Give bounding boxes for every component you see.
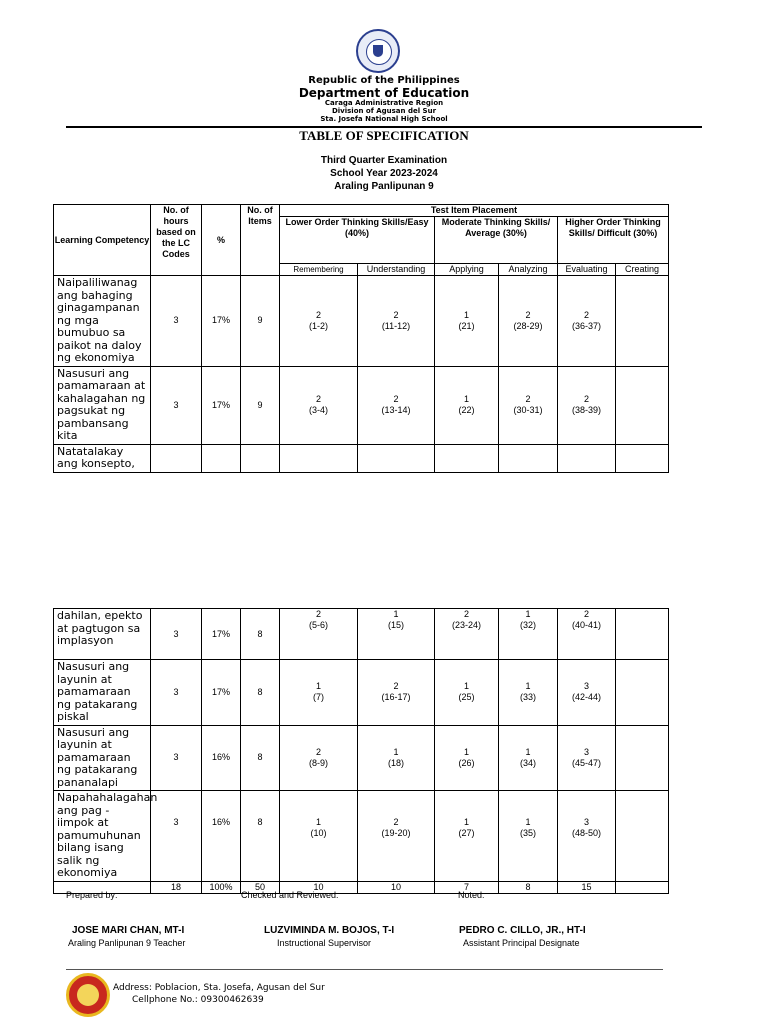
remembering-cell: 2 (8-9)	[280, 725, 358, 791]
applying-cell: 1 (25)	[435, 660, 499, 726]
school-year-label: School Year 2023-2024	[330, 168, 438, 179]
items-header: No. of Items	[241, 205, 280, 276]
footer-rule	[66, 969, 663, 970]
total-remembering: 10	[280, 882, 358, 894]
understanding-cell: 2 (11-12)	[358, 276, 435, 367]
address-text: Address: Poblacion, Sta. Josefa, Agusan del Sur	[113, 983, 325, 993]
items-cell: 9	[241, 366, 280, 444]
percent-cell: 17%	[202, 660, 241, 726]
total-items: 50	[241, 882, 280, 894]
items-cell: 8	[241, 609, 280, 660]
table-row	[54, 791, 669, 882]
competency-cell: Natatalakay ang konsepto,	[54, 444, 151, 472]
creating-cell	[616, 791, 669, 882]
creating-cell	[616, 660, 669, 726]
department-label: Department of Education	[298, 86, 470, 100]
evaluating-cell: 2 (38-39)	[558, 366, 616, 444]
creating-cell	[616, 276, 669, 367]
school-label: Sta. Josefa National High School	[320, 115, 448, 123]
spec-table-top	[53, 204, 669, 473]
competency-cell: Naipaliliwanag ang bahaging ginagampanan ng mga bumubuo sa paikot na daloy ng ekonomiya	[54, 276, 151, 367]
evaluating-cell: 2 (40-41)	[558, 609, 616, 660]
noted-name: PEDRO C. CILLO, JR., HT-I	[459, 925, 586, 936]
checked-name: LUZVIMINDA M. BOJOS, T-I	[264, 925, 395, 936]
analyzing-cell: 1 (34)	[499, 725, 558, 791]
competency-cell: Nasusuri ang pamamaraan at kahalagahan ng pagsukat ng pambansang kita	[54, 366, 151, 444]
applying-cell: 1 (27)	[435, 791, 499, 882]
table-row	[54, 660, 669, 726]
applying-cell: 1 (21)	[435, 276, 499, 367]
analyzing-cell: 2 (28-29)	[499, 276, 558, 367]
checked-by-label: Checked and Reviewed:	[241, 890, 339, 900]
evaluating-header: Evaluating	[558, 264, 616, 276]
creating-cell	[616, 725, 669, 791]
hours-cell: 3	[151, 276, 202, 367]
table-row	[54, 609, 669, 660]
hours-cell: 3	[151, 609, 202, 660]
competency-cell: Nasusuri ang layunin at pamamaraan ng patakarang pananalapi	[54, 725, 151, 791]
placement-header: Test Item Placement	[280, 205, 669, 217]
competency-cell: Napahahalagahan ang pag - iimpok at pamumuhunan bilang isang salik ng ekonomiya	[54, 791, 151, 882]
evaluating-cell: 3 (48-50)	[558, 791, 616, 882]
understanding-cell: 2 (19-20)	[358, 791, 435, 882]
hours-cell: 3	[151, 725, 202, 791]
analyzing-cell: 1 (33)	[499, 660, 558, 726]
total-evaluating: 15	[558, 882, 616, 894]
republic-label: Republic of the Philippines	[308, 75, 460, 86]
phone-text: Cellphone No.: 09300462639	[132, 995, 264, 1005]
creating-cell	[616, 609, 669, 660]
understanding-cell: 2 (13-14)	[358, 366, 435, 444]
remembering-cell: 1 (10)	[280, 791, 358, 882]
evaluating-cell: 2 (36-37)	[558, 276, 616, 367]
items-cell: 8	[241, 791, 280, 882]
deped-seal	[356, 29, 400, 73]
total-understanding: 10	[358, 882, 435, 894]
exam-label: Third Quarter Examination	[320, 155, 448, 166]
items-cell: 8	[241, 725, 280, 791]
understanding-cell: 2 (16-17)	[358, 660, 435, 726]
prepared-by-label: Prepared by:	[66, 890, 118, 900]
lower-order-header: Lower Order Thinking Skills/Easy (40%)	[280, 217, 435, 264]
understanding-cell: 1 (18)	[358, 725, 435, 791]
subject-label: Araling Panlipunan 9	[334, 181, 434, 192]
total-analyzing: 8	[499, 882, 558, 894]
prepared-role: Araling Panlipunan 9 Teacher	[68, 938, 186, 948]
applying-cell: 1 (26)	[435, 725, 499, 791]
competency-cell: dahilan, epekto at pagtugon sa implasyon	[54, 609, 151, 660]
understanding-cell: 1 (15)	[358, 609, 435, 660]
higher-order-header: Higher Order Thinking Skills/ Difficult (30%)	[558, 217, 669, 264]
creating-header: Creating	[616, 264, 669, 276]
percent-cell: 17%	[202, 609, 241, 660]
table-row	[54, 366, 669, 444]
hours-cell: 3	[151, 660, 202, 726]
applying-cell: 2 (23-24)	[435, 609, 499, 660]
prepared-name: JOSE MARI CHAN, MT-I	[72, 925, 185, 936]
understanding-header: Understanding	[358, 264, 435, 276]
checked-role: Instructional Supervisor	[277, 938, 372, 948]
analyzing-cell: 1 (32)	[499, 609, 558, 660]
percent-header: %	[202, 205, 241, 276]
hours-cell: 3	[151, 791, 202, 882]
spec-table-bottom	[53, 608, 669, 894]
page-title: TABLE OF SPECIFICATION	[299, 128, 469, 143]
noted-by-label: Noted:	[458, 890, 485, 900]
competency-cell: Nasusuri ang layunin at pamamaraan ng patakarang piskal	[54, 660, 151, 726]
percent-cell: 17%	[202, 276, 241, 367]
division-label: Division of Agusan del Sur	[331, 107, 437, 115]
region-label: Caraga Administrative Region	[324, 99, 444, 107]
competency-header: Learning Competency	[54, 205, 151, 276]
remembering-cell: 1 (7)	[280, 660, 358, 726]
remembering-header: Remembering	[280, 264, 358, 276]
school-logo	[66, 973, 110, 1017]
percent-cell: 17%	[202, 366, 241, 444]
evaluating-cell: 3 (45-47)	[558, 725, 616, 791]
table-row	[54, 444, 669, 472]
moderate-header: Moderate Thinking Skills/ Average (30%)	[435, 217, 558, 264]
percent-cell: 16%	[202, 791, 241, 882]
analyzing-cell: 1 (35)	[499, 791, 558, 882]
creating-cell	[616, 366, 669, 444]
total-hours: 18	[151, 882, 202, 894]
remembering-cell: 2 (5-6)	[280, 609, 358, 660]
analyzing-cell: 2 (30-31)	[499, 366, 558, 444]
items-cell: 9	[241, 276, 280, 367]
percent-cell: 16%	[202, 725, 241, 791]
evaluating-cell: 3 (42-44)	[558, 660, 616, 726]
hours-cell: 3	[151, 366, 202, 444]
analyzing-header: Analyzing	[499, 264, 558, 276]
remembering-cell: 2 (3-4)	[280, 366, 358, 444]
total-percent: 100%	[202, 882, 241, 894]
table-row	[54, 276, 669, 367]
noted-role: Assistant Principal Designate	[463, 938, 580, 948]
items-cell: 8	[241, 660, 280, 726]
totals-row	[54, 882, 669, 894]
hours-header: No. of hours based on the LC Codes	[151, 205, 202, 276]
remembering-cell: 2 (1-2)	[280, 276, 358, 367]
table-row	[54, 725, 669, 791]
total-applying: 7	[435, 882, 499, 894]
applying-header: Applying	[435, 264, 499, 276]
applying-cell: 1 (22)	[435, 366, 499, 444]
